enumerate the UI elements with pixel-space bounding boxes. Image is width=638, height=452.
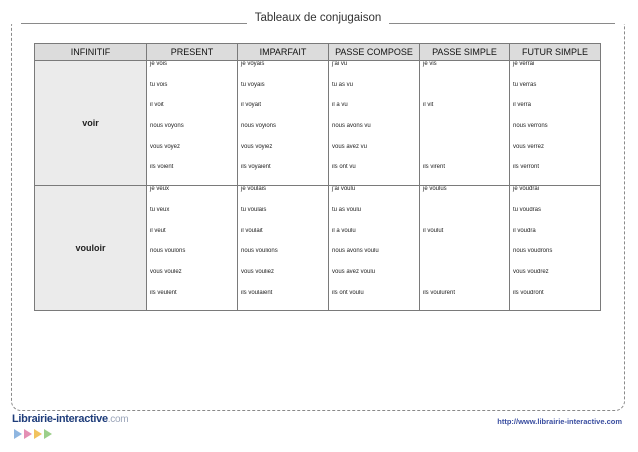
conjugation-cell: nous voudrons: [510, 248, 601, 269]
brand-suffix: .com: [107, 414, 129, 425]
conjugation-cell: je voyais: [238, 61, 329, 82]
conjugation-cell: vous voulez: [147, 269, 238, 290]
conjugation-cell: je voulais: [238, 186, 329, 207]
conjugation-cell: je vois: [147, 61, 238, 82]
conjugation-cell: il voulait: [238, 228, 329, 249]
verb-infinitive: vouloir: [35, 186, 147, 311]
conjugation-cell: nous voulions: [238, 248, 329, 269]
conjugation-cell: ils voient: [147, 164, 238, 185]
conjugation-cell: tu voyais: [238, 82, 329, 103]
conjugation-cell: il verra: [510, 102, 601, 123]
conjugation-cell: ils voulaient: [238, 290, 329, 311]
page-title: Tableaux de conjugaison: [247, 10, 390, 26]
conjugation-cell: ils voudront: [510, 290, 601, 311]
header-infinitif: INFINITIF: [35, 44, 147, 61]
conjugation-cell: tu veux: [147, 207, 238, 228]
conjugation-cell: nous verrons: [510, 123, 601, 144]
conjugation-cell: vous voudrez: [510, 269, 601, 290]
title-bar: [11, 8, 625, 24]
table-row: [35, 61, 601, 82]
logo-arrows-icon: [12, 428, 72, 440]
conjugation-cell: ils voulurent: [420, 290, 510, 311]
conjugation-cell: je veux: [147, 186, 238, 207]
conjugation-cell: tu verras: [510, 82, 601, 103]
table-header-row: [35, 44, 601, 61]
header-passe-compose: PASSE COMPOSE: [329, 44, 420, 61]
conjugation-cell: il veut: [147, 228, 238, 249]
conjugation-table: [34, 43, 601, 311]
conjugation-cell: il voyait: [238, 102, 329, 123]
conjugation-cell: [420, 82, 510, 103]
conjugation-cell: j'ai voulu: [329, 186, 420, 207]
conjugation-cell: tu voudras: [510, 207, 601, 228]
conjugation-cell: [420, 207, 510, 228]
conjugation-cell: vous avez voulu: [329, 269, 420, 290]
conjugation-cell: tu voulais: [238, 207, 329, 228]
header-present: PRESENT: [147, 44, 238, 61]
conjugation-cell: nous voyions: [238, 123, 329, 144]
conjugation-cell: ils verront: [510, 164, 601, 185]
conjugation-cell: il voit: [147, 102, 238, 123]
conjugation-cell: [420, 269, 510, 290]
conjugation-cell: [420, 123, 510, 144]
verb-infinitive: voir: [35, 61, 147, 186]
header-passe-simple: PASSE SIMPLE: [420, 44, 510, 61]
conjugation-cell: [420, 248, 510, 269]
conjugation-cell: nous voulons: [147, 248, 238, 269]
conjugation-cell: ils veulent: [147, 290, 238, 311]
conjugation-cell: je verrai: [510, 61, 601, 82]
conjugation-cell: nous voyons: [147, 123, 238, 144]
conjugation-cell: [420, 144, 510, 165]
conjugation-cell: vous vouliez: [238, 269, 329, 290]
conjugation-cell: ils ont voulu: [329, 290, 420, 311]
brand-name: Librairie-interactive: [12, 413, 108, 425]
conjugation-cell: vous avez vu: [329, 144, 420, 165]
conjugation-cell: il a voulu: [329, 228, 420, 249]
conjugation-cell: ils virent: [420, 164, 510, 185]
conjugation-cell: je voudrai: [510, 186, 601, 207]
footer-url[interactable]: http://www.librairie-interactive.com: [497, 417, 622, 426]
conjugation-cell: vous voyiez: [238, 144, 329, 165]
conjugation-cell: tu as vu: [329, 82, 420, 103]
header-futur-simple: FUTUR SIMPLE: [510, 44, 601, 61]
conjugation-cell: nous avons vu: [329, 123, 420, 144]
conjugation-cell: je vis: [420, 61, 510, 82]
conjugation-cell: il voudra: [510, 228, 601, 249]
conjugation-cell: tu vois: [147, 82, 238, 103]
conjugation-cell: il a vu: [329, 102, 420, 123]
conjugation-cell: tu as voulu: [329, 207, 420, 228]
conjugation-cell: vous voyez: [147, 144, 238, 165]
conjugation-cell: ils voyaient: [238, 164, 329, 185]
conjugation-cell: vous verrez: [510, 144, 601, 165]
conjugation-cell: j'ai vu: [329, 61, 420, 82]
conjugation-cell: il vit: [420, 102, 510, 123]
table-body: [35, 61, 601, 311]
header-imparfait: IMPARFAIT: [238, 44, 329, 61]
conjugation-cell: nous avons voulu: [329, 248, 420, 269]
conjugation-cell: je voulus: [420, 186, 510, 207]
conjugation-cell: il voulut: [420, 228, 510, 249]
table-row: [35, 186, 601, 207]
conjugation-cell: ils ont vu: [329, 164, 420, 185]
